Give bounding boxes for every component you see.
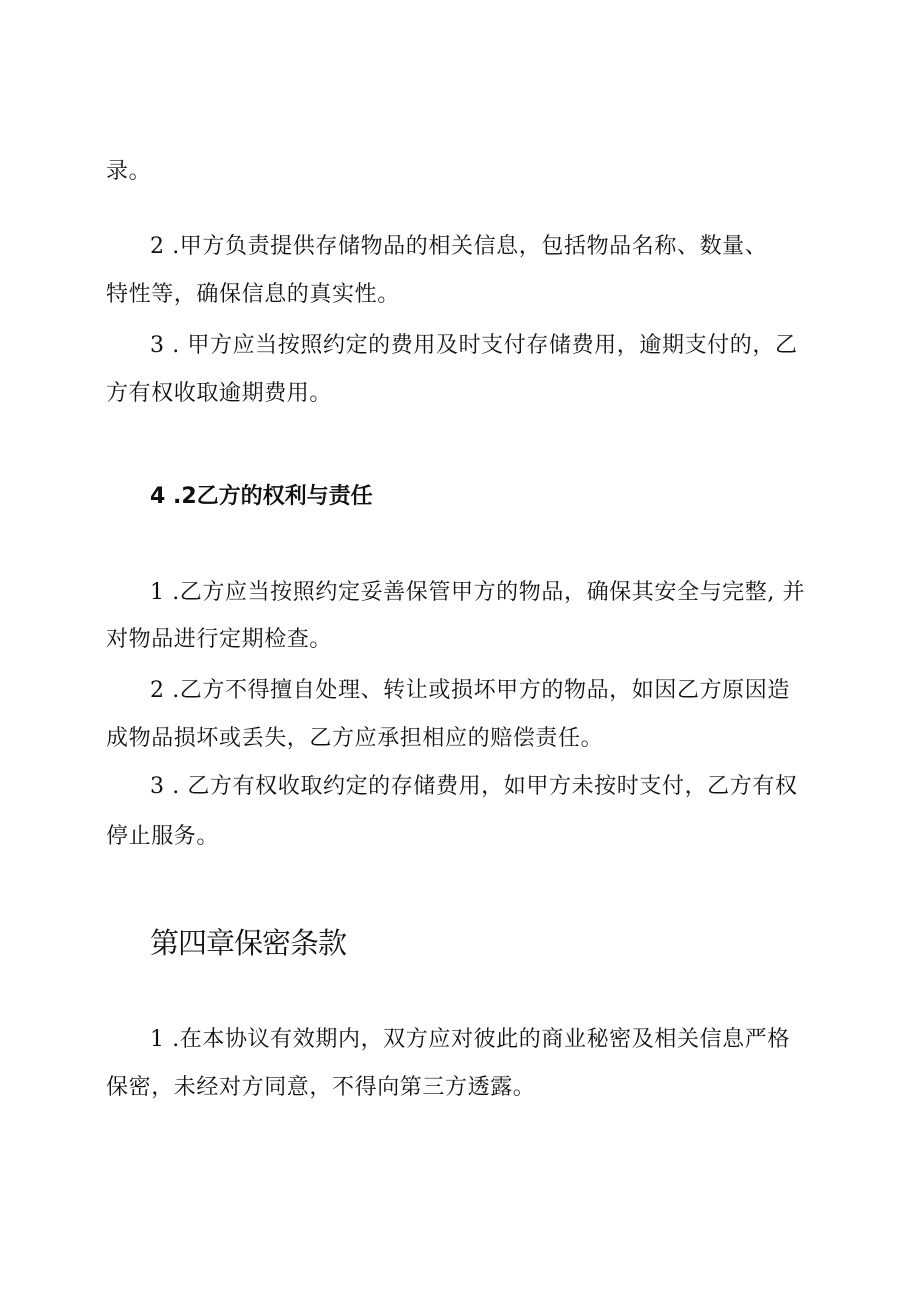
partyA-item3-line2: 方有权收取逾期费用。 <box>106 381 333 406</box>
partyA-item2-line2: 特性等，确保信息的真实性。 <box>106 282 400 307</box>
partyB-item1-line2: 对物品进行定期检查。 <box>106 627 333 652</box>
partyA-item3-line1: 3 . 甲方应当按照约定的费用及时支付存储费用，逾期支付的，乙 <box>150 333 798 358</box>
partyB-item2-line1: 2 .乙方不得擅自处理、转让或损坏甲方的物品，如因乙方原因造 <box>150 678 790 703</box>
continuation-text: 录。 <box>106 159 152 184</box>
confidentiality-item1-line2: 保密，未经对方同意，不得向第三方透露。 <box>106 1075 536 1100</box>
partyB-item3-line2: 停止服务。 <box>106 824 220 849</box>
partyB-item1-line1: 1 .乙方应当按照约定妥善保管甲方的物品，确保其安全与完整, 并 <box>150 580 806 605</box>
partyB-item3-line1: 3 . 乙方有权收取约定的存储费用，如甲方未按时支付，乙方有权 <box>150 774 798 799</box>
confidentiality-item1-line1: 1 .在本协议有效期内，双方应对彼此的商业秘密及相关信息严格 <box>150 1027 790 1052</box>
partyA-item2-line1: 2 .甲方负责提供存储物品的相关信息，包括物品名称、数量、 <box>150 234 768 259</box>
section-4-2-heading: 4 .2乙方的权利与责任 <box>150 484 373 509</box>
chapter-4-heading: 第四章保密条款 <box>150 926 347 960</box>
partyB-item2-line2: 成物品损坏或丢失，乙方应承担相应的赔偿责任。 <box>106 726 604 751</box>
